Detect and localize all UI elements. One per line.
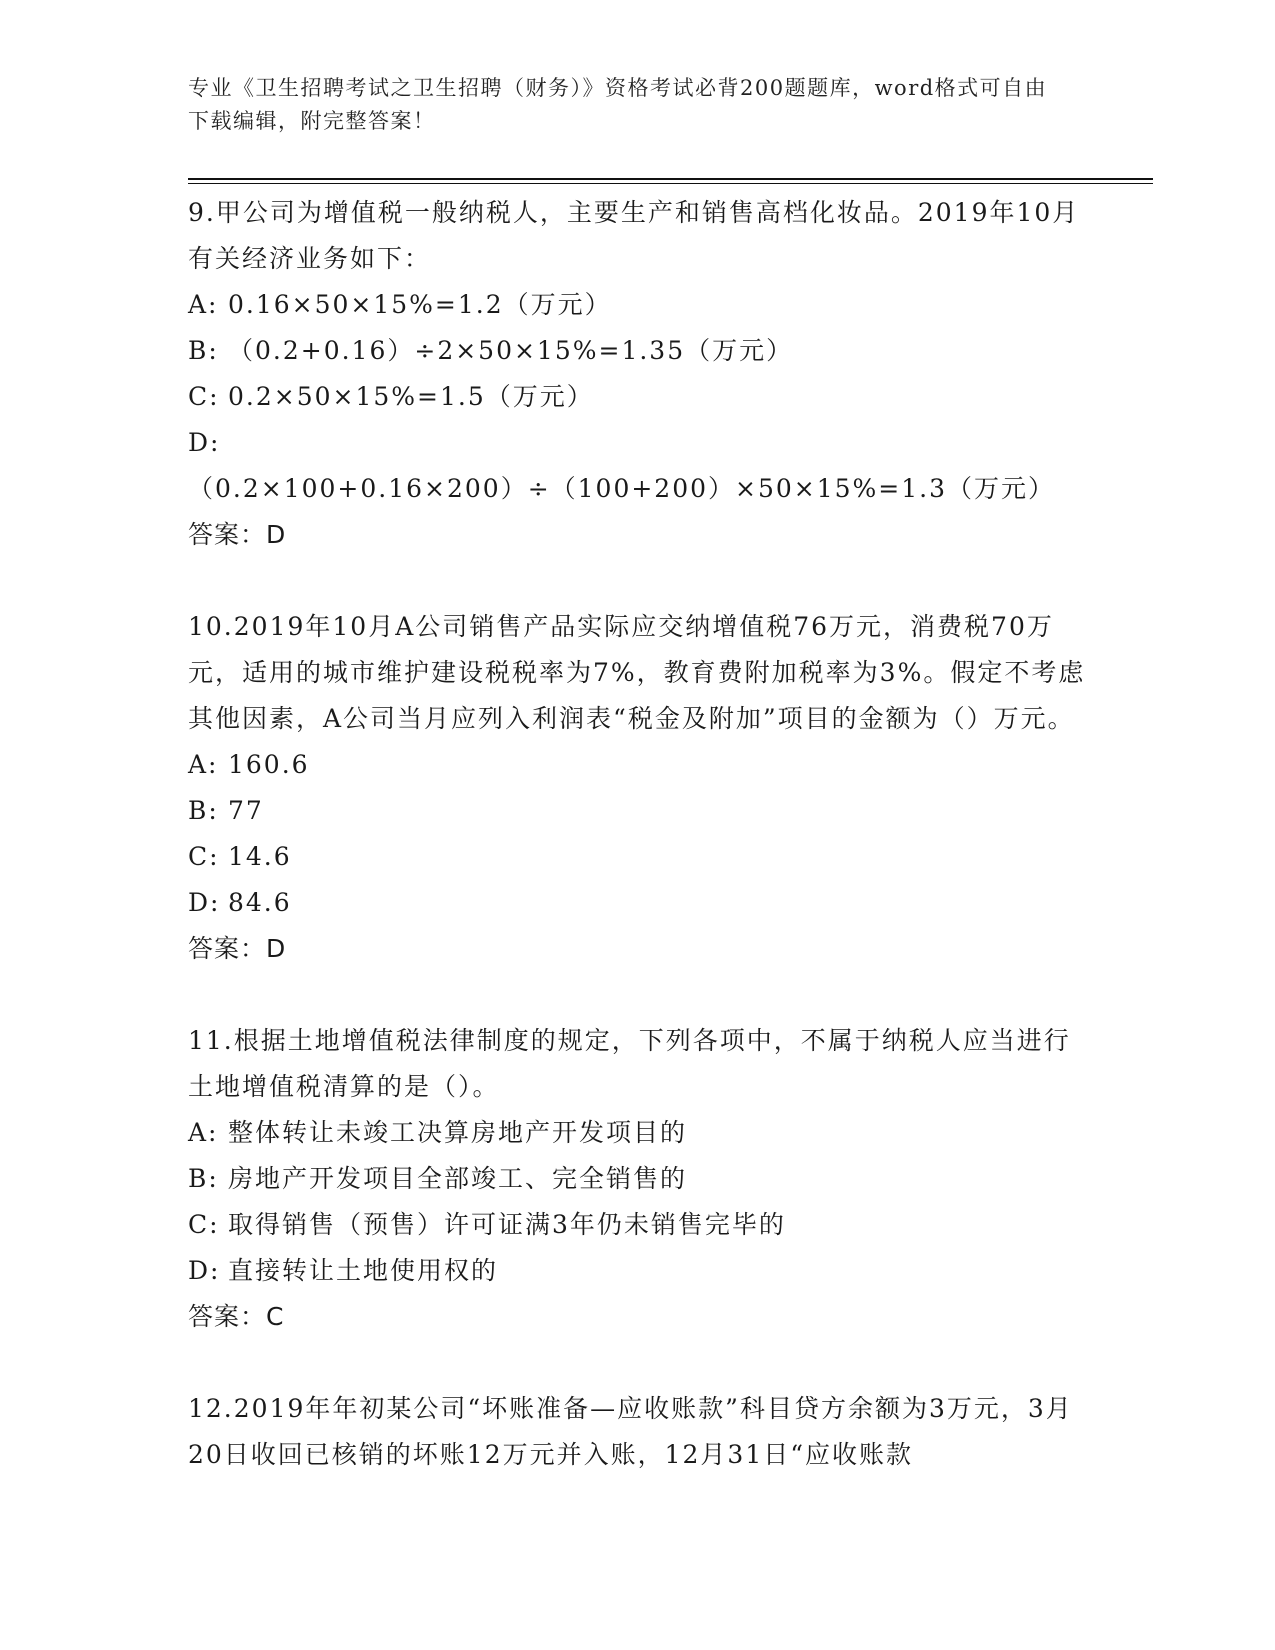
option-text: 77 — [228, 796, 264, 825]
option-key: A: — [188, 750, 219, 779]
question-stem: 12.2019年年初某公司“坏账准备—应收账款”科目贷方余额为3万元，3月20日收回已核销的坏账12万元并入账，12月31日“应收账款 — [188, 1394, 1073, 1469]
option-key: D: — [188, 888, 221, 917]
option-key: C: — [188, 842, 220, 871]
answer-line — [188, 1294, 1088, 1340]
header-divider-thin — [188, 183, 1153, 184]
answer-value: D — [266, 934, 287, 963]
option-text: 0.16×50×15%=1.2（万元） — [228, 290, 612, 319]
header-text: 专业《卫生招聘考试之卫生招聘（财务）》资格考试必背200题题库，word格式可自由下载编辑，附完整答案！ — [188, 76, 1048, 133]
option-b — [188, 1156, 1088, 1202]
question-10 — [188, 604, 1088, 972]
option-text: 0.2×50×15%=1.5（万元） — [228, 382, 594, 411]
question-list — [188, 190, 1088, 1478]
option-c — [188, 1202, 1088, 1248]
option-a — [188, 1110, 1088, 1156]
option-b — [188, 328, 1088, 374]
option-d — [188, 880, 1088, 926]
option-text: 整体转让未竣工决算房地产开发项目的 — [228, 1118, 688, 1147]
option-a — [188, 742, 1088, 788]
option-b — [188, 788, 1088, 834]
option-key: B: — [188, 336, 219, 365]
answer-value: C — [266, 1302, 285, 1331]
option-key: D: — [188, 428, 221, 457]
option-text: （0.2+0.16）÷2×50×15%=1.35（万元） — [228, 336, 794, 365]
answer-line — [188, 512, 1088, 558]
answer-prefix: 答案： — [188, 520, 267, 549]
option-key: B: — [188, 796, 219, 825]
option-text: 14.6 — [228, 842, 292, 871]
question-stem: 9.甲公司为增值税一般纳税人，主要生产和销售高档化妆品。2019年10月有关经济业务如下： — [188, 198, 1080, 273]
option-key: A: — [188, 1118, 219, 1147]
question-11 — [188, 1018, 1088, 1340]
question-stem: 10.2019年10月A公司销售产品实际应交纳增值税76万元，消费税70万元，适用的城市维护建设税税率为7%，教育费附加税率为3%。假定不考虑其他因素，A公司当月应列入利润表“税金及附加”项目的金额为（）万元。 — [188, 612, 1086, 733]
option-text: 房地产开发项目全部竣工、完全销售的 — [228, 1164, 688, 1193]
option-text: 160.6 — [228, 750, 310, 779]
option-d — [188, 1248, 1088, 1294]
option-text: 取得销售（预售）许可证满3年仍未销售完毕的 — [228, 1210, 786, 1239]
option-c — [188, 374, 1088, 420]
answer-value: D — [266, 520, 287, 549]
answer-line — [188, 926, 1088, 972]
question-stem: 11.根据土地增值税法律制度的规定，下列各项中，不属于纳税人应当进行土地增值税清算的是（）。 — [188, 1026, 1071, 1101]
option-d — [188, 420, 1088, 512]
question-9 — [188, 190, 1088, 558]
option-text: 84.6 — [228, 888, 292, 917]
option-text: 直接转让土地使用权的 — [228, 1256, 499, 1285]
option-c — [188, 834, 1088, 880]
option-text: （0.2×100+0.16×200）÷（100+200）×50×15%=1.3（万元） — [188, 474, 1056, 503]
option-key: A: — [188, 290, 219, 319]
header-divider-thick — [188, 178, 1153, 180]
option-key: B: — [188, 1164, 219, 1193]
option-key: C: — [188, 382, 220, 411]
option-key: C: — [188, 1210, 220, 1239]
document-header — [188, 72, 1068, 138]
answer-prefix: 答案： — [188, 934, 267, 963]
option-a — [188, 282, 1088, 328]
answer-prefix: 答案： — [188, 1302, 267, 1331]
question-12 — [188, 1386, 1088, 1478]
option-key: D: — [188, 1256, 221, 1285]
